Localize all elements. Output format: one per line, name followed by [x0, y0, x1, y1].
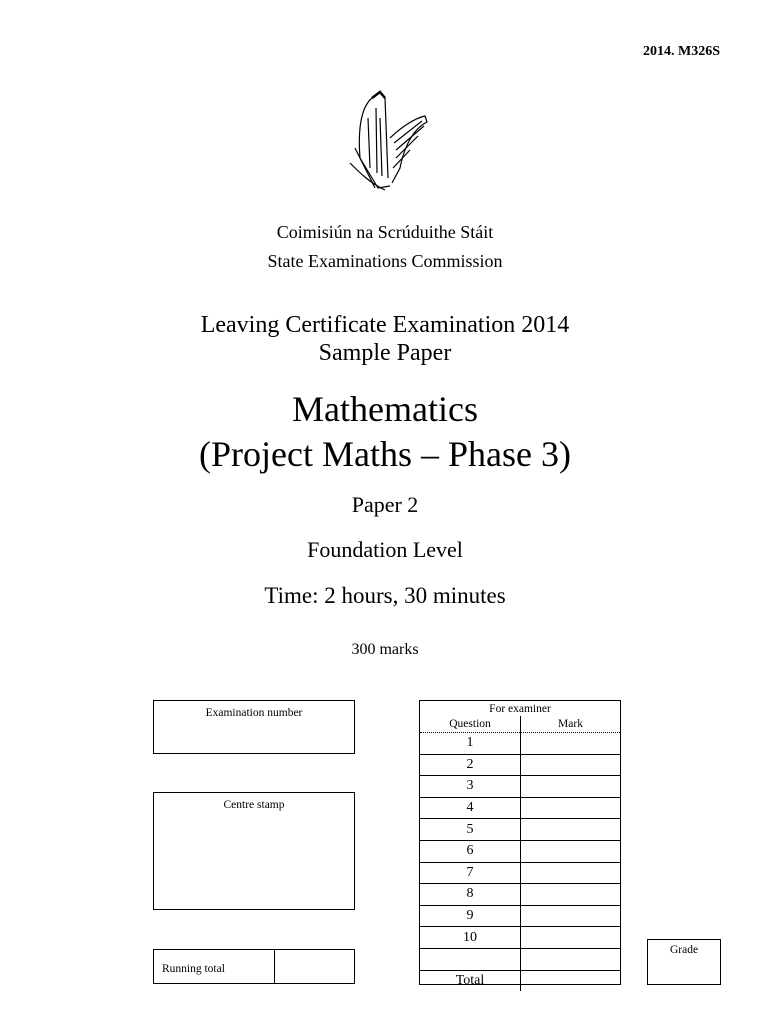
grade-label: Grade	[669, 944, 699, 956]
mark-cell[interactable]	[521, 754, 621, 776]
question-column-header: Question	[420, 716, 521, 733]
paper-time: Time: 2 hours, 30 minutes	[264, 583, 506, 608]
harp-icon	[330, 88, 435, 198]
grade-box[interactable]	[647, 939, 721, 985]
table-row	[420, 754, 620, 776]
examiner-table	[419, 700, 621, 988]
question-number: 4	[420, 797, 521, 819]
mark-cell[interactable]	[521, 733, 621, 755]
mark-cell[interactable]	[521, 905, 621, 927]
paper-marks: 300 marks	[351, 641, 419, 658]
mark-cell[interactable]	[521, 797, 621, 819]
question-number: 3	[420, 776, 521, 798]
question-number: 6	[420, 840, 521, 862]
table-row	[420, 948, 620, 970]
question-number: 7	[420, 862, 521, 884]
org-irish-name: Coimisiún na Scrúduithe Stáit	[276, 222, 494, 242]
table-row	[420, 862, 620, 884]
org-english-name: State Examinations Commission	[267, 251, 503, 271]
total-row	[420, 970, 620, 991]
mark-column-header: Mark	[521, 716, 621, 733]
question-number: 2	[420, 754, 521, 776]
centre-stamp-label: Centre stamp	[223, 799, 285, 811]
total-cell[interactable]	[521, 970, 621, 991]
table-row	[420, 733, 620, 755]
spacer-cell	[420, 948, 521, 970]
total-label: Total	[420, 970, 521, 991]
examiner-heading: For examiner	[489, 702, 551, 715]
table-row	[420, 819, 620, 841]
table-row	[420, 905, 620, 927]
table-row	[420, 884, 620, 906]
mark-cell[interactable]	[521, 927, 621, 949]
question-number: 9	[420, 905, 521, 927]
mark-cell[interactable]	[521, 884, 621, 906]
centre-stamp-box	[153, 792, 355, 910]
subject-title: Mathematics	[292, 389, 478, 429]
running-total-label: Running total	[154, 950, 275, 983]
running-total-box	[153, 949, 355, 984]
table-row	[420, 797, 620, 819]
paper-number: Paper 2	[351, 492, 419, 517]
subject-detail: (Project Maths – Phase 3)	[199, 434, 571, 474]
table-row	[420, 927, 620, 949]
table-row	[420, 840, 620, 862]
running-total-value[interactable]	[275, 950, 354, 983]
mark-cell[interactable]	[521, 840, 621, 862]
paper-code: 2014. M326S	[643, 44, 720, 59]
question-number: 5	[420, 819, 521, 841]
question-number: 10	[420, 927, 521, 949]
examination-number-label: Examination number	[205, 707, 303, 719]
mark-cell[interactable]	[521, 776, 621, 798]
exam-subtitle: Sample Paper	[318, 340, 452, 366]
paper-level: Foundation Level	[307, 537, 463, 562]
question-number: 8	[420, 884, 521, 906]
mark-cell[interactable]	[521, 819, 621, 841]
examination-number-box[interactable]	[153, 700, 355, 754]
question-number: 1	[420, 733, 521, 755]
exam-title: Leaving Certificate Examination 2014	[200, 312, 570, 338]
mark-cell[interactable]	[521, 862, 621, 884]
table-row	[420, 776, 620, 798]
mark-cell[interactable]	[521, 948, 621, 970]
